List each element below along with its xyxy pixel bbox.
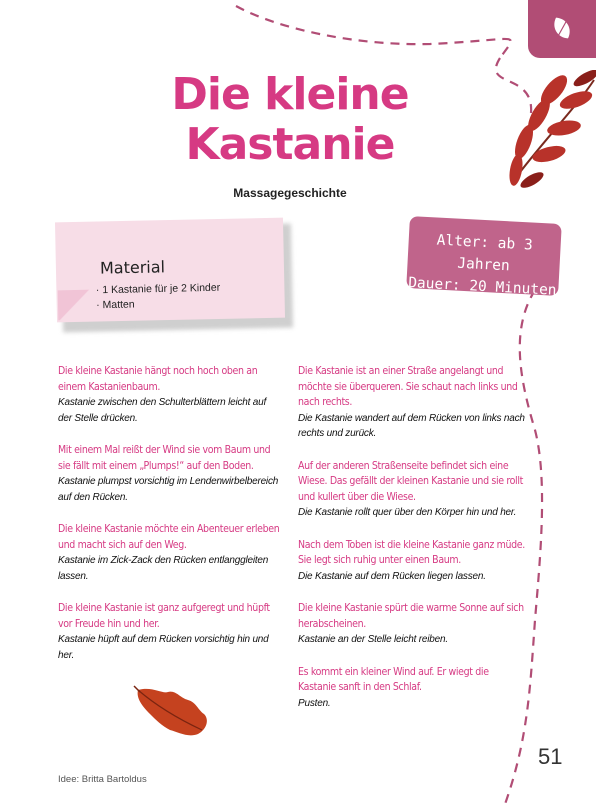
duration-label: Dauer: 20 Minuten <box>407 275 557 299</box>
massage-instruction: Kastanie zwischen den Schulterblättern leicht auf der Stelle drücken. <box>58 397 267 424</box>
page-subtitle: Massagegeschichte <box>233 186 347 200</box>
story-text: Die kleine Kastanie möchte ein Abenteuer erleben und macht sich auf den Weg. <box>58 523 280 551</box>
massage-instruction: Die Kastanie auf dem Rücken liegen lassen. <box>298 570 486 582</box>
leaf-icon <box>549 14 575 44</box>
massage-instruction: Kastanie hüpft auf dem Rücken vorsichtig hin und her. <box>58 634 269 661</box>
massage-instruction: Pusten. <box>298 697 331 709</box>
story-paragraph <box>58 443 280 505</box>
material-heading: Material <box>99 257 166 278</box>
page-number: 51 <box>538 744 563 769</box>
page-title <box>150 70 430 170</box>
story-text: Die kleine Kastanie hängt noch hoch oben an einem Kastanienbaum. <box>58 365 258 393</box>
story-text: Die kleine Kastanie spürt die warme Sonne auf sich herabscheinen. <box>298 602 524 630</box>
story-paragraph <box>58 601 280 663</box>
author-credit: Idee: Britta Bartoldus <box>58 774 147 785</box>
story-paragraph <box>298 538 526 585</box>
material-list <box>96 281 221 314</box>
title-line-1: Die kleine <box>171 69 409 120</box>
note-corner-fold <box>58 290 93 321</box>
story-text: Es kommt ein kleiner Wind auf. Er wiegt die Kastanie sanft in den Schlaf. <box>298 665 489 693</box>
story-text: Mit einem Mal reißt der Wind sie vom Baum und sie fällt mit einem „Plumps!“ auf den Boden. <box>58 444 271 472</box>
material-item: · 1 Kastanie für je 2 Kinder <box>96 281 221 299</box>
story-paragraph <box>58 364 280 426</box>
chapter-tab <box>528 0 596 58</box>
story-text: Auf der anderen Straßenseite befindet sich eine Wiese. Das gefällt der kleinen Kastanie und sie rollt und kullert über die Wiese. <box>298 459 523 503</box>
story-text: Die Kastanie ist an einer Straße angelangt und möchte sie überqueren. Sie schaut nach links und nach rechts. <box>298 365 518 408</box>
massage-instruction: Kastanie an der Stelle leicht reiben. <box>298 634 448 645</box>
story-paragraph <box>298 459 526 521</box>
story-paragraph <box>58 522 280 584</box>
material-item: · Matten <box>96 296 221 314</box>
autumn-leaves-illustration <box>494 70 596 200</box>
massage-instruction: Die Kastanie rollt quer über den Körper hin und her. <box>298 507 517 518</box>
story-paragraph <box>298 364 526 442</box>
story-text: Die kleine Kastanie ist ganz aufgeregt und hüpft vor Freude hin und her. <box>58 602 270 630</box>
massage-instruction: Die Kastanie wandert auf dem Rücken von links nach rechts und zurück. <box>298 412 525 439</box>
massage-instruction: Kastanie im Zick-Zack den Rücken entlanggleiten lassen. <box>58 555 269 582</box>
age-duration-badge <box>406 216 562 299</box>
story-column-right <box>298 364 526 728</box>
massage-instruction: Kastanie plumpst vorsichtig im Lendenwirbelbereich auf den Rücken. <box>58 476 279 503</box>
age-label: Alter: ab 3 Jahren <box>436 232 534 275</box>
title-line-2: Kastanie <box>185 119 395 170</box>
story-paragraph <box>298 665 526 712</box>
story-text: Nach dem Toben ist die kleine Kastanie ganz müde. Sie legt sich ruhig unter einen Baum. <box>298 538 525 566</box>
story-paragraph <box>298 601 526 648</box>
story-column-left <box>58 364 280 680</box>
oak-leaf-illustration <box>132 684 212 740</box>
